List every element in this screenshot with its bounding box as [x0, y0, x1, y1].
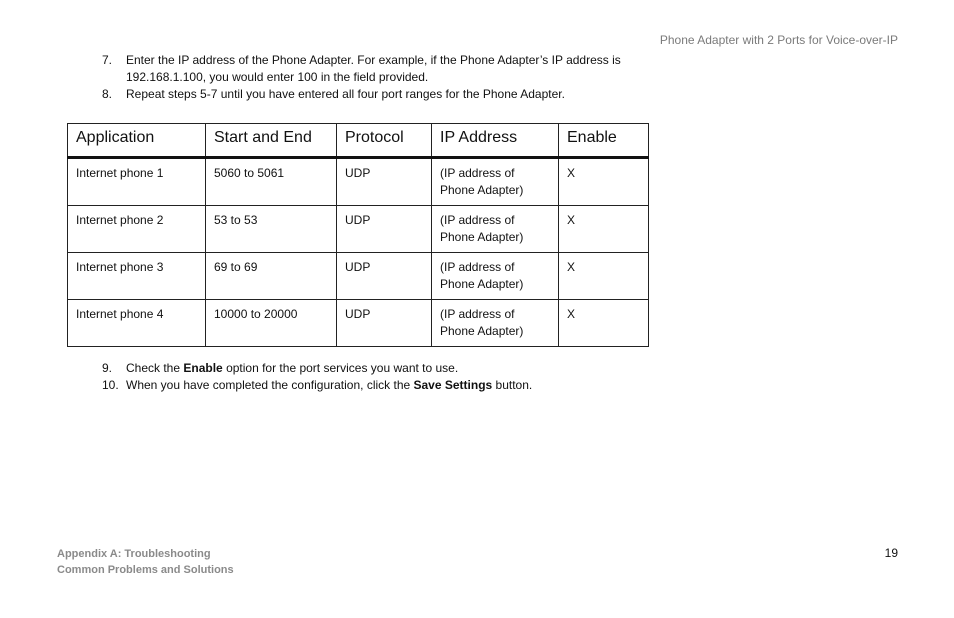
- step-bold-term: Save Settings: [413, 378, 493, 392]
- step-text: Enter the IP address of the Phone Adapter. For example, if the Phone Adapter’s IP address is: [126, 53, 621, 67]
- step-text: button.: [492, 378, 533, 392]
- cell-enable: X: [559, 300, 649, 347]
- ip-line-1: (IP address of: [440, 166, 515, 180]
- cell-enable: X: [559, 253, 649, 300]
- cell-enable: X: [559, 158, 649, 206]
- cell-enable: X: [559, 206, 649, 253]
- column-header-protocol: Protocol: [337, 124, 432, 158]
- step-number: 10.: [102, 378, 119, 392]
- ip-line-2: Phone Adapter): [440, 277, 524, 291]
- cell-ip-address: [432, 158, 559, 206]
- step-number: 7.: [102, 53, 113, 67]
- table-row: [68, 206, 649, 253]
- ip-line-2: Phone Adapter): [440, 183, 524, 197]
- ip-line-1: (IP address of: [440, 307, 515, 321]
- cell-range: 10000 to 20000: [206, 300, 337, 347]
- running-header: Phone Adapter with 2 Ports for Voice-over-IP: [659, 33, 898, 47]
- cell-application: Internet phone 1: [68, 158, 206, 206]
- column-header-ip-address: IP Address: [432, 124, 559, 158]
- step-item: [102, 52, 662, 86]
- step-item: [102, 360, 662, 377]
- table-row: [68, 158, 649, 206]
- step-item: [102, 86, 662, 103]
- step-text: When you have completed the configuration, click the: [126, 378, 414, 392]
- cell-application: Internet phone 2: [68, 206, 206, 253]
- table-row: [68, 253, 649, 300]
- step-text: Repeat steps 5-7 until you have entered all four port ranges for the Phone Adapter.: [126, 87, 565, 101]
- cell-range: 5060 to 5061: [206, 158, 337, 206]
- step-number: 8.: [102, 87, 113, 101]
- cell-ip-address: [432, 206, 559, 253]
- ip-line-2: Phone Adapter): [440, 230, 524, 244]
- table-header-row: [68, 124, 649, 158]
- ip-line-1: (IP address of: [440, 213, 515, 227]
- cell-protocol: UDP: [337, 300, 432, 347]
- column-header-application: Application: [68, 124, 206, 158]
- port-range-table: [67, 123, 649, 347]
- cell-protocol: UDP: [337, 206, 432, 253]
- table-row: [68, 300, 649, 347]
- footer-subsection-label: Common Problems and Solutions: [57, 564, 234, 576]
- cell-protocol: UDP: [337, 253, 432, 300]
- step-text: Check the: [126, 361, 184, 375]
- page-number: 19: [884, 546, 898, 560]
- step-text: option for the port services you want to use.: [222, 361, 459, 375]
- cell-application: Internet phone 4: [68, 300, 206, 347]
- column-header-start-end: Start and End: [206, 124, 337, 158]
- cell-application: Internet phone 3: [68, 253, 206, 300]
- ip-line-1: (IP address of: [440, 260, 515, 274]
- step-bold-term: Enable: [183, 361, 223, 375]
- cell-ip-address: [432, 300, 559, 347]
- steps-list-before: [102, 52, 662, 103]
- cell-ip-address: [432, 253, 559, 300]
- column-header-enable: Enable: [559, 124, 649, 158]
- cell-protocol: UDP: [337, 158, 432, 206]
- cell-range: 53 to 53: [206, 206, 337, 253]
- steps-list-after: [102, 360, 662, 394]
- step-text-continued: 192.168.1.100, you would enter 100 in the field provided.: [126, 70, 429, 84]
- footer-section-title: [57, 546, 234, 578]
- step-number: 9.: [102, 361, 113, 375]
- ip-line-2: Phone Adapter): [440, 324, 524, 338]
- step-item: [102, 377, 662, 394]
- footer-appendix-label: Appendix A: Troubleshooting: [57, 548, 211, 560]
- cell-range: 69 to 69: [206, 253, 337, 300]
